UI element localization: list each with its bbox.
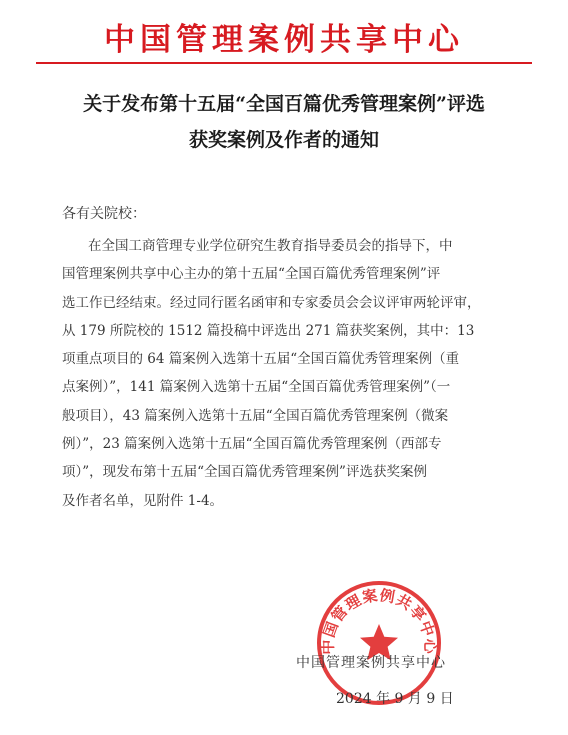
signature-organization: 中国管理案例共享中心 bbox=[296, 655, 446, 671]
notice-title-line-1: 关于发布第十五届“全国百篇优秀管理案例”评选 bbox=[83, 93, 485, 115]
body-line: 例）”，23 篇案例入选第十五届“全国百篇优秀管理案例（西部专 bbox=[62, 436, 442, 453]
body-line: 在全国工商管理专业学位研究生教育指导委员会的指导下，中 bbox=[88, 238, 453, 254]
notice-title bbox=[0, 86, 568, 158]
body-line: 点案例）”，141 篇案例入选第十五届“全国百篇优秀管理案例”（一 bbox=[62, 379, 451, 396]
body-line: 项重点项目的 64 篇案例入选第十五届“全国百篇优秀管理案例（重 bbox=[62, 351, 460, 368]
letterhead-rule bbox=[36, 62, 532, 64]
body-line: 从 179 所院校的 1512 篇投稿中评选出 271 篇获奖案例，其中：13 bbox=[62, 322, 475, 339]
seal-text: 中国管理案例共享中心 bbox=[318, 586, 440, 655]
salutation: 各有关院校： bbox=[62, 206, 146, 222]
body-line: 选工作已经结束。经过同行匿名函审和专家委员会会议评审两轮评审， bbox=[62, 294, 481, 311]
body-line: 及作者名单，见附件 1-4。 bbox=[62, 492, 224, 509]
notice-body bbox=[62, 232, 522, 515]
body-line: 国管理案例共享中心主办的第十五届“全国百篇优秀管理案例”评 bbox=[62, 266, 441, 283]
body-line: 项）”，现发布第十五届“全国百篇优秀管理案例”评选获奖案例 bbox=[62, 464, 427, 481]
letterhead-title: 中国管理案例共享中心 bbox=[104, 22, 464, 58]
signature-date: 2024 年 9 月 9 日 bbox=[336, 691, 454, 707]
notice-title-line-2: 获奖案例及作者的通知 bbox=[188, 129, 379, 151]
body-line: 般项目），43 篇案例入选第十五届“全国百篇优秀管理案例（微案 bbox=[62, 407, 449, 424]
